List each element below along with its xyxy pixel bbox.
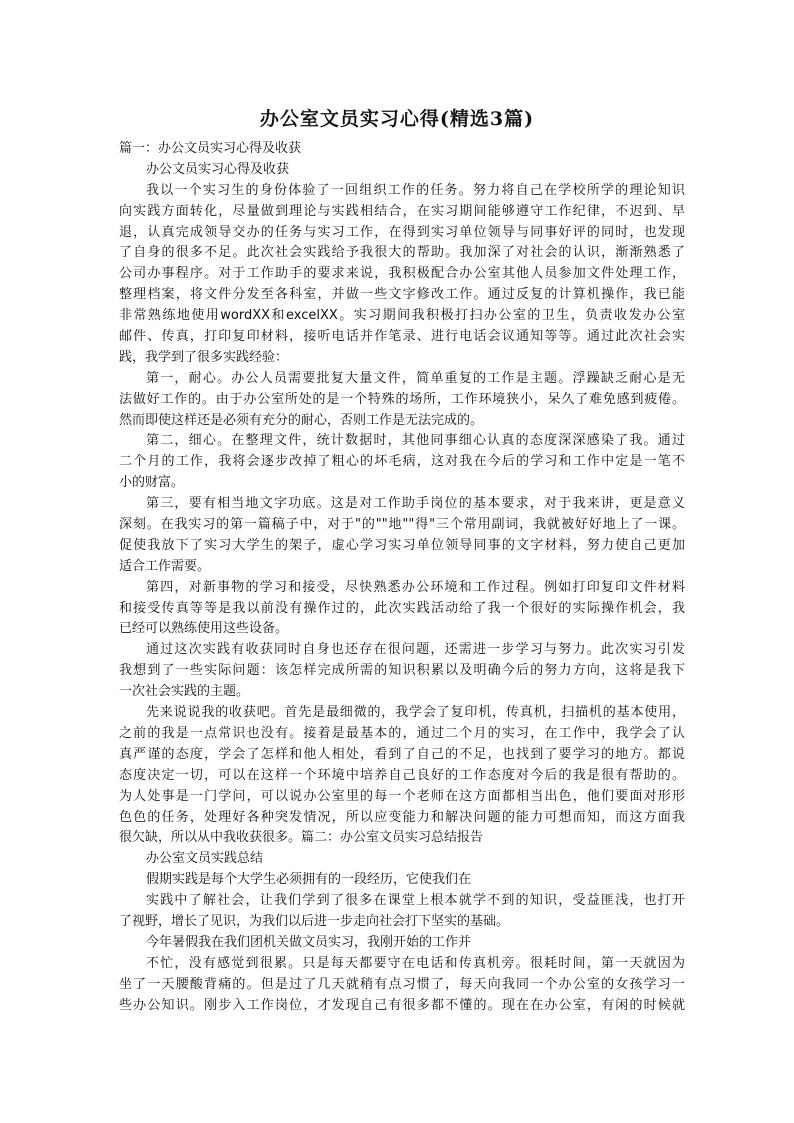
body-line: 我以一个实习生的身份体验了一回组织工作的任务。努力将自己在学校所学的理论知识: [146, 182, 685, 198]
body-line: 第三，要有相当地文字功底。这是对工作助手岗位的基本要求，对于我来讲，更是意义: [146, 496, 685, 512]
body-line: 真严谨的态度，学会了怎样和他人相处，看到了自己的不足，也找到了要学习的地方。都说: [119, 746, 685, 762]
document-body: [119, 139, 685, 1016]
section-heading: 篇一：办公文员实习心得及收获: [119, 141, 302, 156]
body-line: 法做好工作的。由于办公室所处的是一个特殊的场所，工作环境狭小，呆久了难免感到疲倦。: [119, 391, 685, 407]
body-line: 了自身的很多不足。此次社会实践给予我很大的帮助。我加深了对社会的认识，渐渐熟悉了: [119, 245, 685, 261]
body-line: 邮件、传真，打印复印材料，接听电话并作笔录、进行电话会议通知等等。通过此次社会实: [119, 329, 685, 345]
body-line: 些办公知识。刚步入工作岗位，才发现自己有很多都不懂的。现在在办公室，有闲的时候就: [119, 997, 685, 1013]
body-line: 第一，耐心。办公人员需要批复大量文件，简单重复的工作是主题。浮躁缺乏耐心是无: [146, 370, 685, 386]
body-line: 一次社会实践的主题。: [119, 684, 250, 700]
subsection-heading: 办公室文员实践总结: [146, 851, 264, 867]
body-line: 适合工作需要。: [119, 558, 211, 574]
body-line: 向实践方面转化，尽量做到理论与实践相结合，在实习期间能够遵守工作纪律，不迟到、早: [119, 203, 685, 219]
body-line: 公司办事程序。对于工作助手的要求来说，我积极配合办公室其他人员参加文件处理工作，: [119, 266, 685, 282]
body-line: 色色的任务，处理好各种突发情况，所以应变能力和解决问题的能力可想而知，而这方面我: [119, 809, 685, 825]
body-line: 二个月的工作，我将会逐步改掉了粗心的坏毛病，这对我在今后的学习和工作中定是一笔不: [119, 454, 685, 470]
body-line: 然而即使这样还是必须有充分的耐心，否则工作是无法完成的。: [119, 412, 484, 428]
body-line: 我想到了一些实际问题：该怎样完成所需的知识积累以及明确今后的努力方向，这将是我下: [119, 663, 685, 679]
body-line: 不忙，没有感觉到很累。只是每天都要守在电话和传真机旁。很耗时间，第一天就因为: [146, 955, 685, 971]
body-line: 深刻。在我实习的第一篇稿子中，对于"的""地""得"三个常用副词，我就被好好地上了一课。: [119, 517, 685, 533]
body-line: 今年暑假我在我们团机关做文员实习，我刚开始的工作并: [146, 934, 472, 950]
body-line: 已经可以熟练使用这些设备。: [119, 621, 289, 637]
body-line: 为人处事是一门学问，可以说办公室里的每一个老师在这方面都相当出色，他们要面对形形: [119, 788, 685, 804]
body-line: 坐了一天腰酸背痛的。但是过了几天就稍有点习惯了，每天向我同一个办公室的女孩学习一: [119, 976, 685, 992]
document-title: 办公室文员实习心得(精选3篇): [259, 108, 535, 130]
body-line: 非常熟练地使用wordXX和excelXX。实习期间我积极打扫办公室的卫生，负责收发办公室: [119, 308, 685, 324]
body-line: 促使我放下了实习大学生的架子，虚心学习实习单位领导同事的文字材料，努力使自己更加: [119, 537, 685, 553]
body-line: 了视野，增长了见识，为我们以后进一步走向社会打下坚实的基础。: [119, 913, 510, 929]
body-line: 践，我学到了很多实践经验：: [119, 349, 289, 365]
body-line: 通过这次实践有收获同时自身也还存在很问题，还需进一步学习与努力。此次实习引发: [146, 642, 685, 658]
body-line: 退，认真完成领导交办的任务与实习工作，在得到实习单位领导与同事好评的同时，也发现: [119, 224, 685, 240]
body-line: 和接受传真等等是我以前没有操作过的，此次实践活动给了我一个很好的实际操作机会，我: [119, 600, 685, 616]
body-line: 整理档案，将文件分发至各科室，并做一些文字修改工作。通过反复的计算机操作，我已能: [119, 287, 685, 303]
body-line: 很欠缺，所以从中我收获很多。篇二：办公室文员实习总结报告: [119, 830, 484, 846]
body-line: 假期实践是每个大学生必须拥有的一段经历，它使我们在: [146, 872, 472, 888]
body-line: 第四，对新事物的学习和接受，尽快熟悉办公环境和工作过程。例如打印复印文件材料: [146, 579, 685, 595]
body-line: 之前的我是一点常识也没有。接着是最基本的，通过二个月的实习，在工作中，我学会了认: [119, 725, 685, 741]
body-line: 态度决定一切，可以在这样一个环境中培养自己良好的工作态度对今后的我是很有帮助的。: [119, 767, 685, 783]
subsection-heading: 办公文员实习心得及收获: [146, 161, 290, 177]
body-line: 先来说说我的收获吧。首先是最细微的，我学会了复印机，传真机，扫描机的基本使用，: [146, 705, 685, 721]
body-line: 第二，细心。在整理文件，统计数据时，其他同事细心认真的态度深深感染了我。通过: [146, 433, 685, 449]
body-line: 小的财富。: [119, 475, 185, 491]
body-line: 实践中了解社会，让我们学到了很多在课堂上根本就学不到的知识，受益匪浅，也打开: [146, 893, 685, 909]
